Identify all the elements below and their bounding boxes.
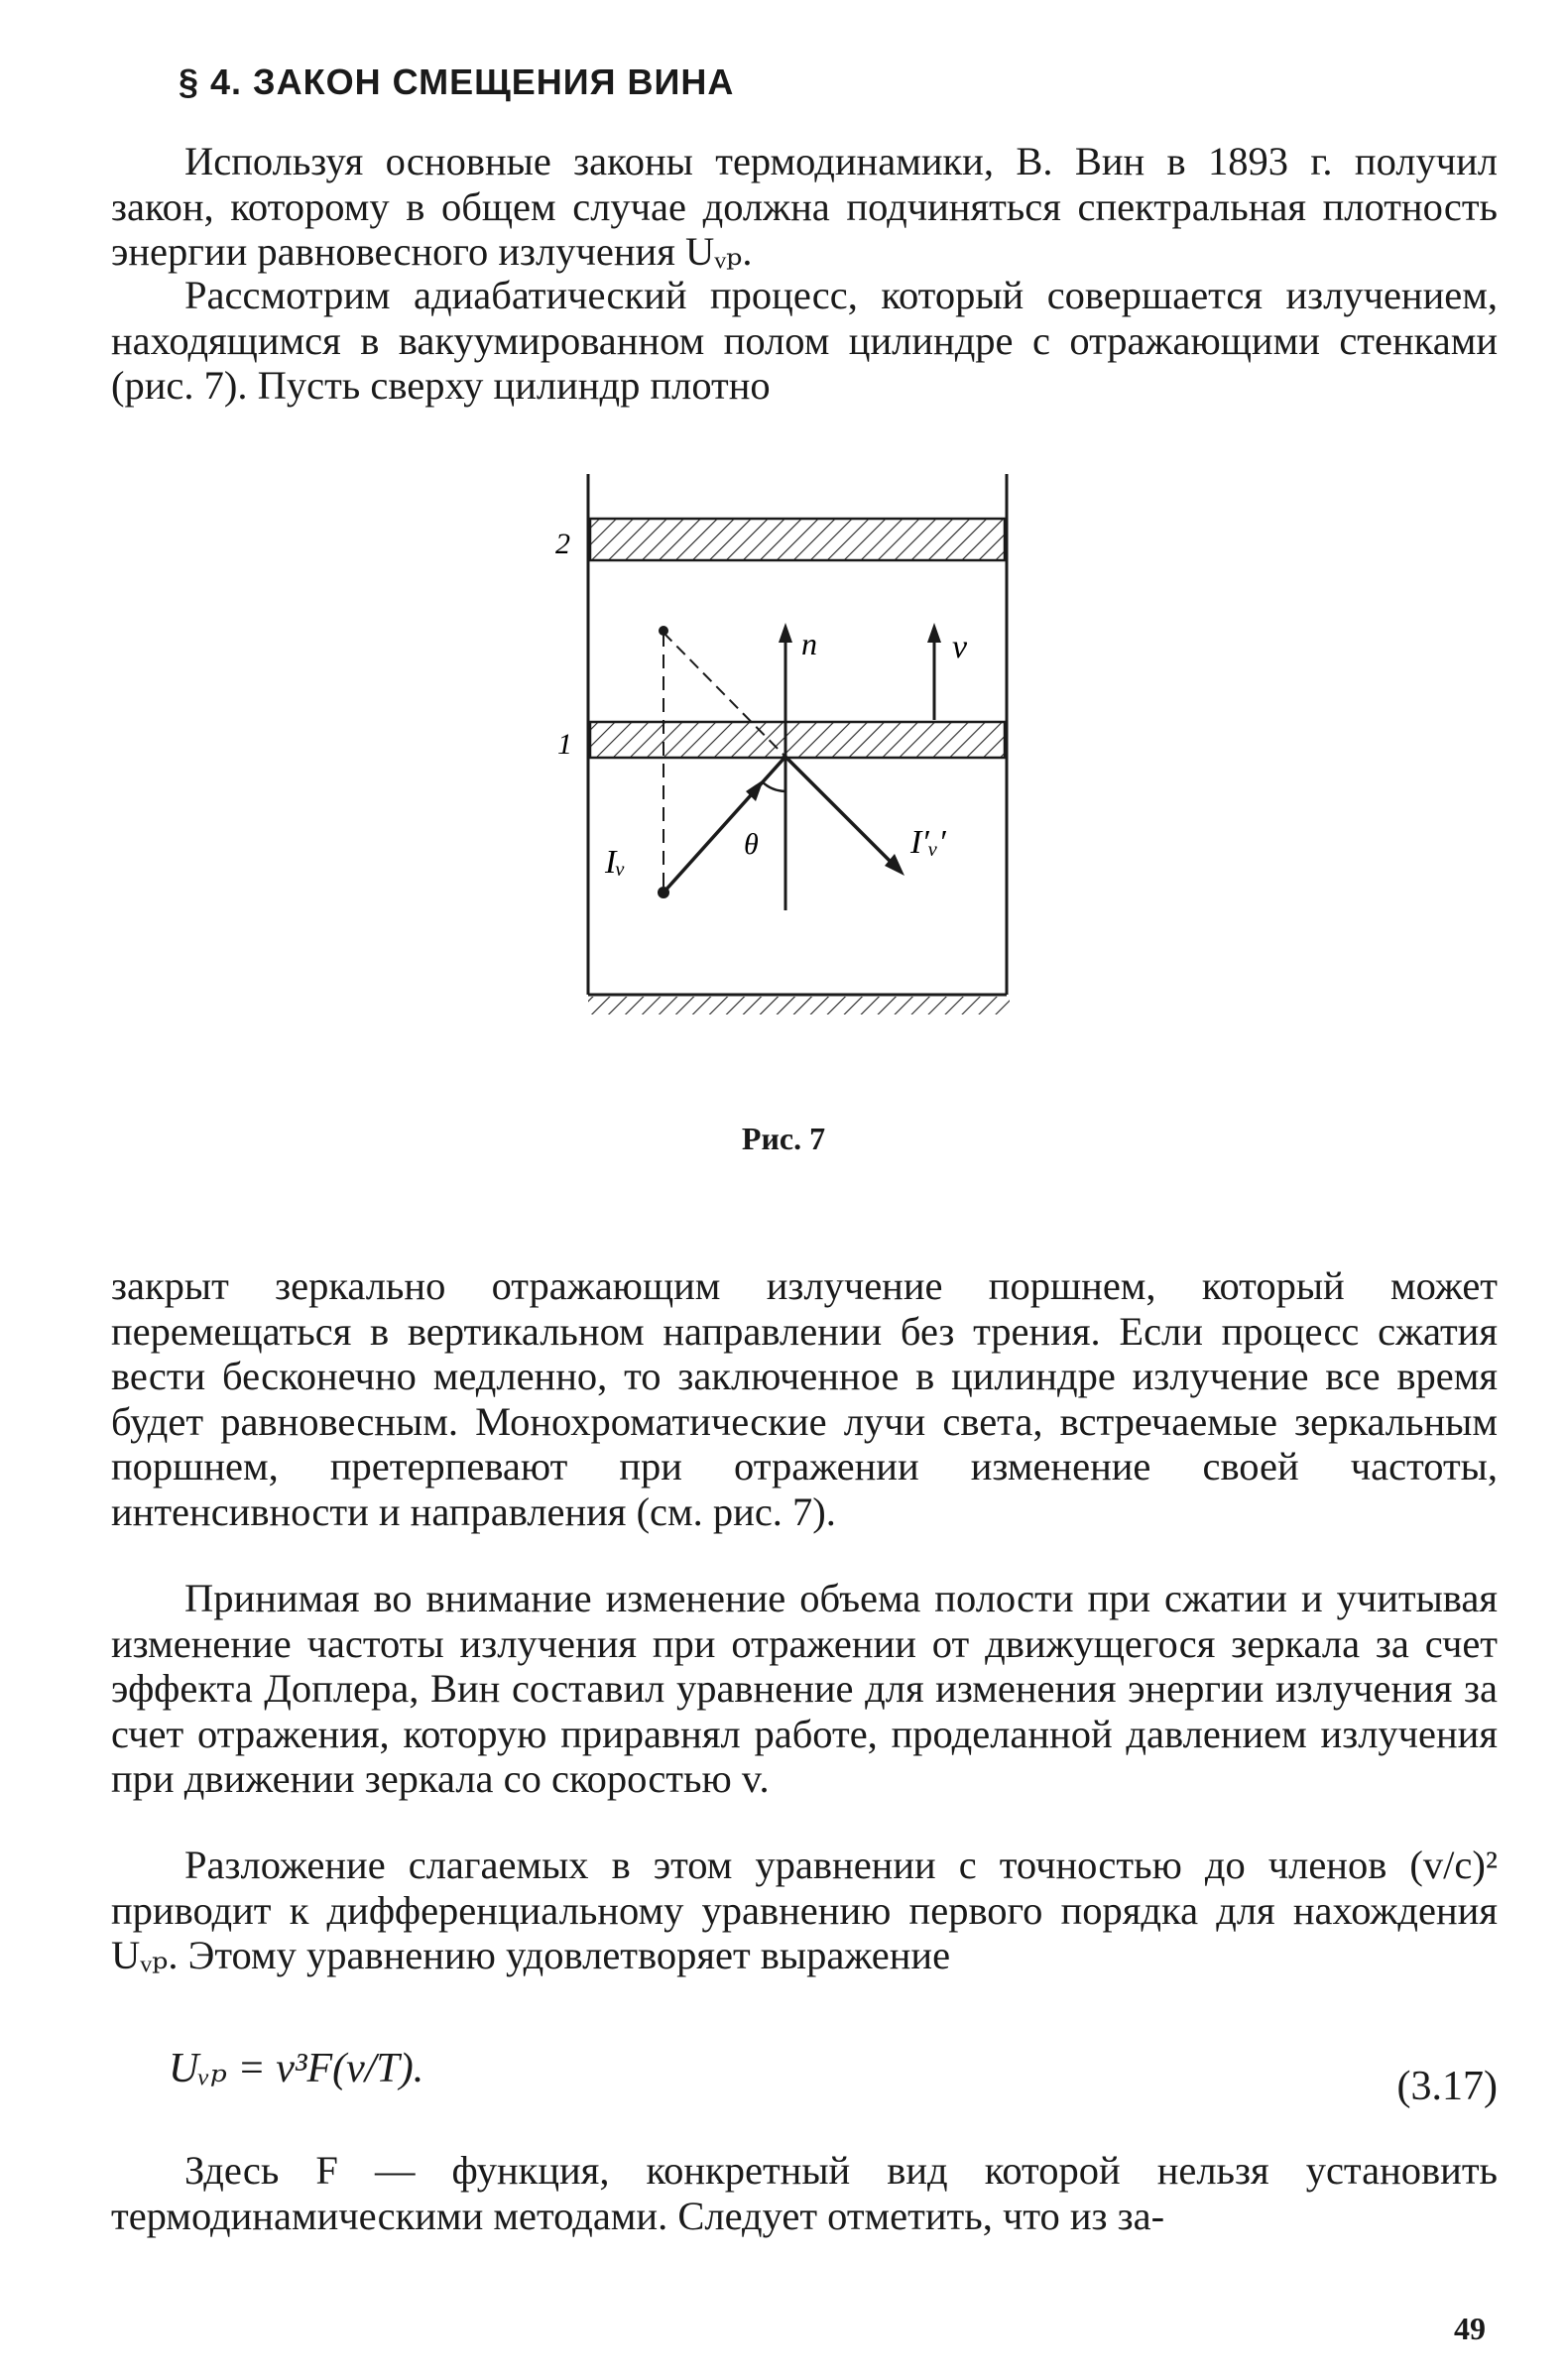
paragraph-adiabatic: Рассмотрим адиабатический процесс, который совершается излучением, находящимся в вакуумированном полом цилиндре с отражающими стенками (рис. 7). Пусть сверху цилиндр плотно [111, 273, 1498, 408]
piston-top [590, 519, 1005, 560]
equation-3-17 [169, 2043, 1498, 2109]
angle-arc [762, 781, 785, 791]
paragraph-function-f: Здесь F — функция, конкретный вид которой нельзя установить термодинамическими методами. Следует отметить, что из за- [111, 2148, 1498, 2238]
paragraph-doppler: Принимая во внимание изменение объема полости при сжатии и учитывая изменение частоты излучения при отражении от движущегося зеркала за счет эффекта Доплера, Вин составил уравнение для изменения энергии излучения за счет отражения, которую приравнял работе, проделанной давлением излучения при движении зеркала со скоростью v. [111, 1576, 1498, 1801]
label-normal: n [801, 626, 817, 661]
equation-number: (3.17) [1396, 2064, 1498, 2109]
page-number: 49 [1454, 2311, 1486, 2346]
paragraph-piston: закрыт зеркально отражающим излучение поршнем, который может перемещаться в вертикальном направлении без трения. Если процесс сжатия вести бесконечно медленно, то заключенное в цилиндре излучение все время будет равновесным. Монохроматические лучи света, встречаемые зеркальным поршнем, претерпевают при отражении изменение своей частоты, интенсивности и направления (см. рис. 7). [111, 1263, 1498, 1534]
piston-lower [590, 722, 1005, 758]
reflected-ray [785, 757, 895, 866]
cylinder-svg [536, 464, 1051, 1054]
source-point [658, 887, 669, 898]
paragraph-expansion: Разложение слагаемых в этом уравнении с точностью до членов (v/c)² приводит к дифференциальному уравнению первого порядка для нахождения Uᵥₚ. Этому уравнению удовлетворяет выражение [111, 1843, 1498, 1977]
incident-ray [663, 757, 785, 892]
label-piston-lower: 1 [557, 728, 572, 761]
image-point [659, 626, 668, 636]
normal-arrowhead [779, 623, 792, 643]
equation-formula: Uᵥₚ = ν³F(ν/T). [169, 2046, 424, 2091]
figure-caption: Рис. 7 [741, 1121, 826, 1156]
section-heading: § 4. ЗАКОН СМЕЩЕНИЯ ВИНА [179, 61, 735, 102]
label-reflected: I′ᵥ′ [910, 824, 946, 861]
label-angle: θ [744, 828, 759, 861]
paragraph-intro: Используя основные законы термодинамики, В. Вин в 1893 г. получил закон, которому в общем случае должна подчиняться спектральная плотность энергии равновесного излучения Uᵥₚ. [111, 139, 1498, 274]
label-incident: Iᵥ [605, 844, 626, 881]
label-velocity: v [952, 629, 968, 665]
cylinder-base-hatch [588, 997, 1010, 1014]
velocity-arrowhead [927, 623, 941, 643]
label-piston-top: 2 [555, 528, 570, 560]
figure-cylinder-diagram [536, 464, 1051, 1054]
